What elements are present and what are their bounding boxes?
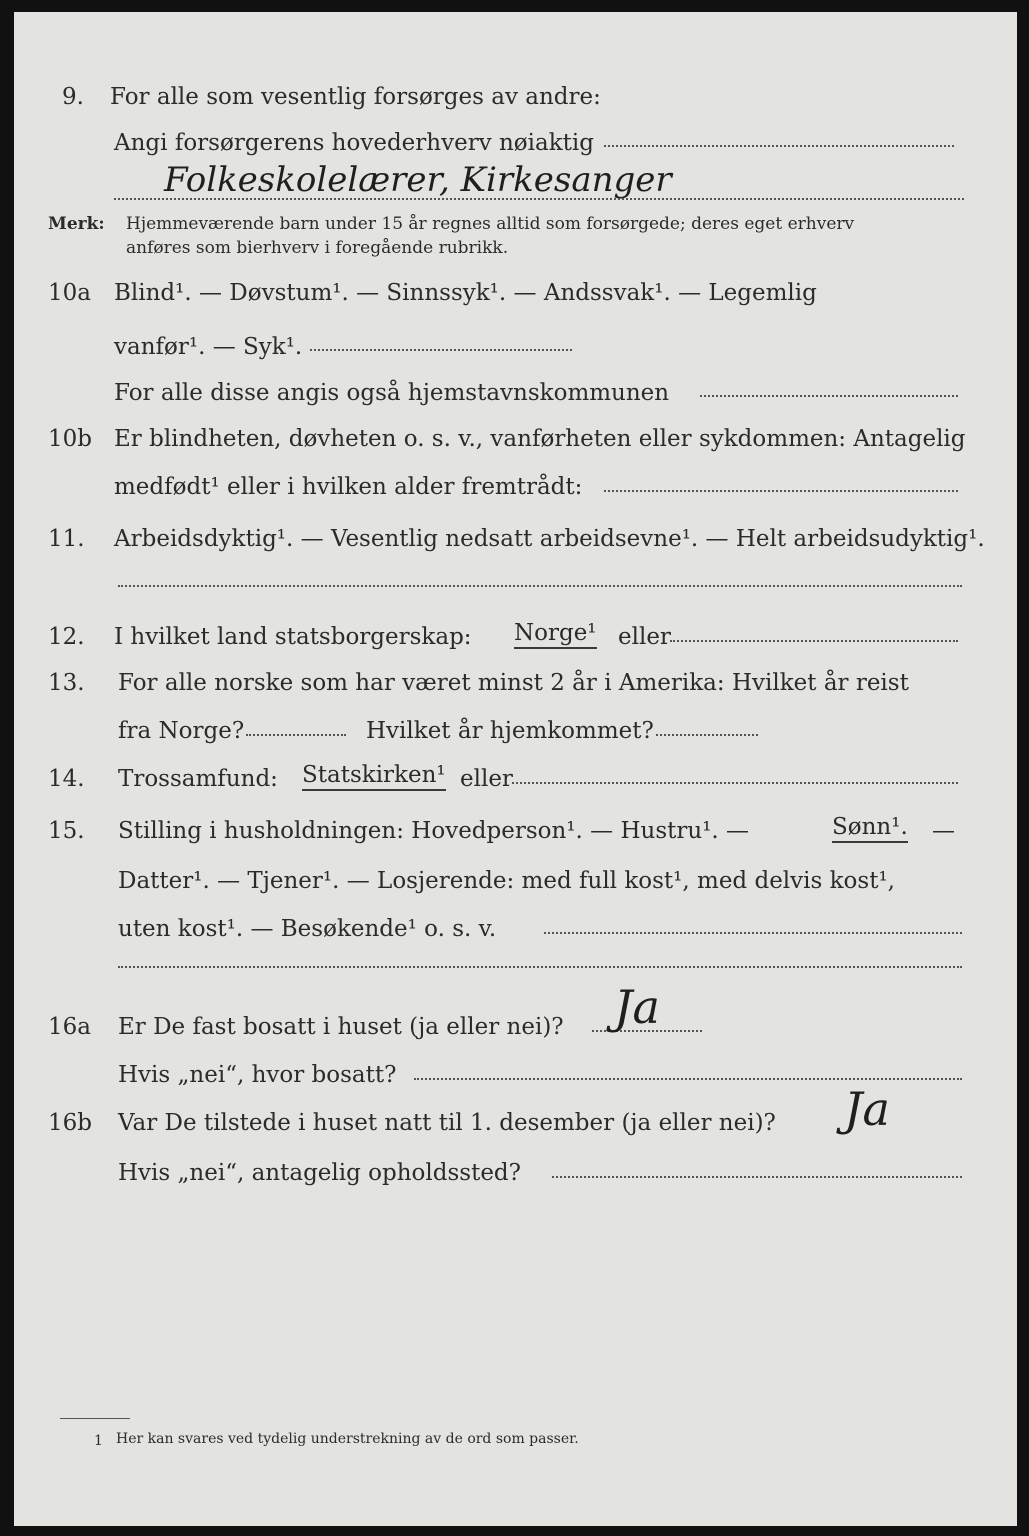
merk-line2: anføres som bierhverv i foregående rubrikk. bbox=[126, 238, 509, 258]
q16a-line2: Hvis „nei“, hvor bosatt? bbox=[118, 1062, 397, 1088]
q16a-line1: Er De fast bosatt i huset (ja eller nei)? bbox=[118, 1014, 564, 1040]
footnote-mark: 1 bbox=[94, 1433, 103, 1449]
q10b-line1: Er blindheten, døvheten o. s. v., vanførheten eller sykdommen: Antagelig bbox=[114, 426, 966, 452]
q9-question-line2: Angi forsørgerens hovederhverv nøiaktig bbox=[114, 130, 594, 156]
q12-dotted-line bbox=[670, 640, 958, 642]
q12-prefix: I hvilket land statsborgerskap: bbox=[114, 624, 472, 650]
q15-line2: Datter¹. — Tjener¹. — Losjerende: med full kost¹, med delvis kost¹, bbox=[118, 868, 895, 894]
q9-number: 9. bbox=[62, 84, 84, 110]
q16b-handwritten-answer: Ja bbox=[844, 1082, 890, 1136]
q14-underlined-statskirken: Statskirken¹ bbox=[302, 764, 446, 791]
q11-number: 11. bbox=[48, 526, 85, 552]
q16b-number: 16b bbox=[48, 1110, 92, 1136]
footnote-text: Her kan svares ved tydelig understrekning av de ord som passer. bbox=[116, 1431, 579, 1447]
q16b-line1: Var De tilstede i huset natt til 1. desember (ja eller nei)? bbox=[118, 1110, 776, 1136]
q9-answer-line bbox=[114, 198, 964, 200]
q12-suffix: eller bbox=[618, 624, 671, 650]
q10a-dotted-line-hjemstavn bbox=[700, 395, 958, 397]
q11-line1: Arbeidsdyktig¹. — Vesentlig nedsatt arbeidsevne¹. — Helt arbeidsudyktig¹. bbox=[114, 526, 985, 552]
q15-underlined-sonn: Sønn¹. bbox=[832, 816, 908, 843]
q16a-handwritten-answer: Ja bbox=[614, 980, 660, 1034]
q16b-line2: Hvis „nei“, antagelig opholdssted? bbox=[118, 1160, 521, 1186]
q10b-number: 10b bbox=[48, 426, 92, 452]
q12-number: 12. bbox=[48, 624, 85, 650]
q12-underlined-norge: Norge¹ bbox=[514, 622, 597, 649]
q16a-number: 16a bbox=[48, 1014, 91, 1040]
q15-line1c: — bbox=[932, 818, 955, 844]
q9-dotted-line bbox=[604, 145, 954, 147]
q14-number: 14. bbox=[48, 766, 85, 792]
q13-line2a: fra Norge? bbox=[118, 718, 245, 744]
q13-number: 13. bbox=[48, 670, 85, 696]
q16a-dotted-line-bosatt bbox=[414, 1078, 962, 1080]
q14-prefix: Trossamfund: bbox=[118, 766, 278, 792]
q13-dotted-line-reist bbox=[246, 734, 346, 736]
q15-dotted-line bbox=[544, 932, 962, 934]
q16b-dotted-line bbox=[552, 1176, 962, 1178]
q10b-dotted-line bbox=[604, 490, 958, 492]
q10a-number: 10a bbox=[48, 280, 91, 306]
q13-line1: For alle norske som har været minst 2 år i Amerika: Hvilket år reist bbox=[118, 670, 909, 696]
q10a-line3: For alle disse angis også hjemstavnskommunen bbox=[114, 380, 670, 406]
q9-question-line1: For alle som vesentlig forsørges av andre: bbox=[110, 84, 601, 110]
merk-line1: Hjemmeværende barn under 15 år regnes alltid som forsørgede; deres eget erhverv bbox=[126, 214, 855, 234]
q13-dotted-line-hjemkommet bbox=[656, 734, 758, 736]
q11-answer-line bbox=[118, 585, 962, 587]
q10a-dotted-line-syk bbox=[310, 349, 572, 351]
merk-label: Merk: bbox=[48, 214, 105, 234]
q15-line3: uten kost¹. — Besøkende¹ o. s. v. bbox=[118, 916, 497, 942]
census-form-page bbox=[14, 12, 1017, 1526]
q10a-line2: vanfør¹. — Syk¹. bbox=[114, 334, 303, 360]
q15-number: 15. bbox=[48, 818, 85, 844]
q14-suffix: eller bbox=[460, 766, 513, 792]
footnote-rule bbox=[60, 1418, 130, 1419]
q9-handwritten-answer: Folkeskolelærer, Kirkesanger bbox=[164, 160, 672, 200]
q13-line2b: Hvilket år hjemkommet? bbox=[366, 718, 654, 744]
q10a-line1: Blind¹. — Døvstum¹. — Sinnssyk¹. — Andssvak¹. — Legemlig bbox=[114, 280, 817, 306]
q15-line1a: Stilling i husholdningen: Hovedperson¹. — Hustru¹. — bbox=[118, 818, 750, 844]
q15-answer-line bbox=[118, 966, 962, 968]
q10b-line2: medfødt¹ eller i hvilken alder fremtrådt: bbox=[114, 474, 583, 500]
q14-dotted-line bbox=[512, 782, 958, 784]
